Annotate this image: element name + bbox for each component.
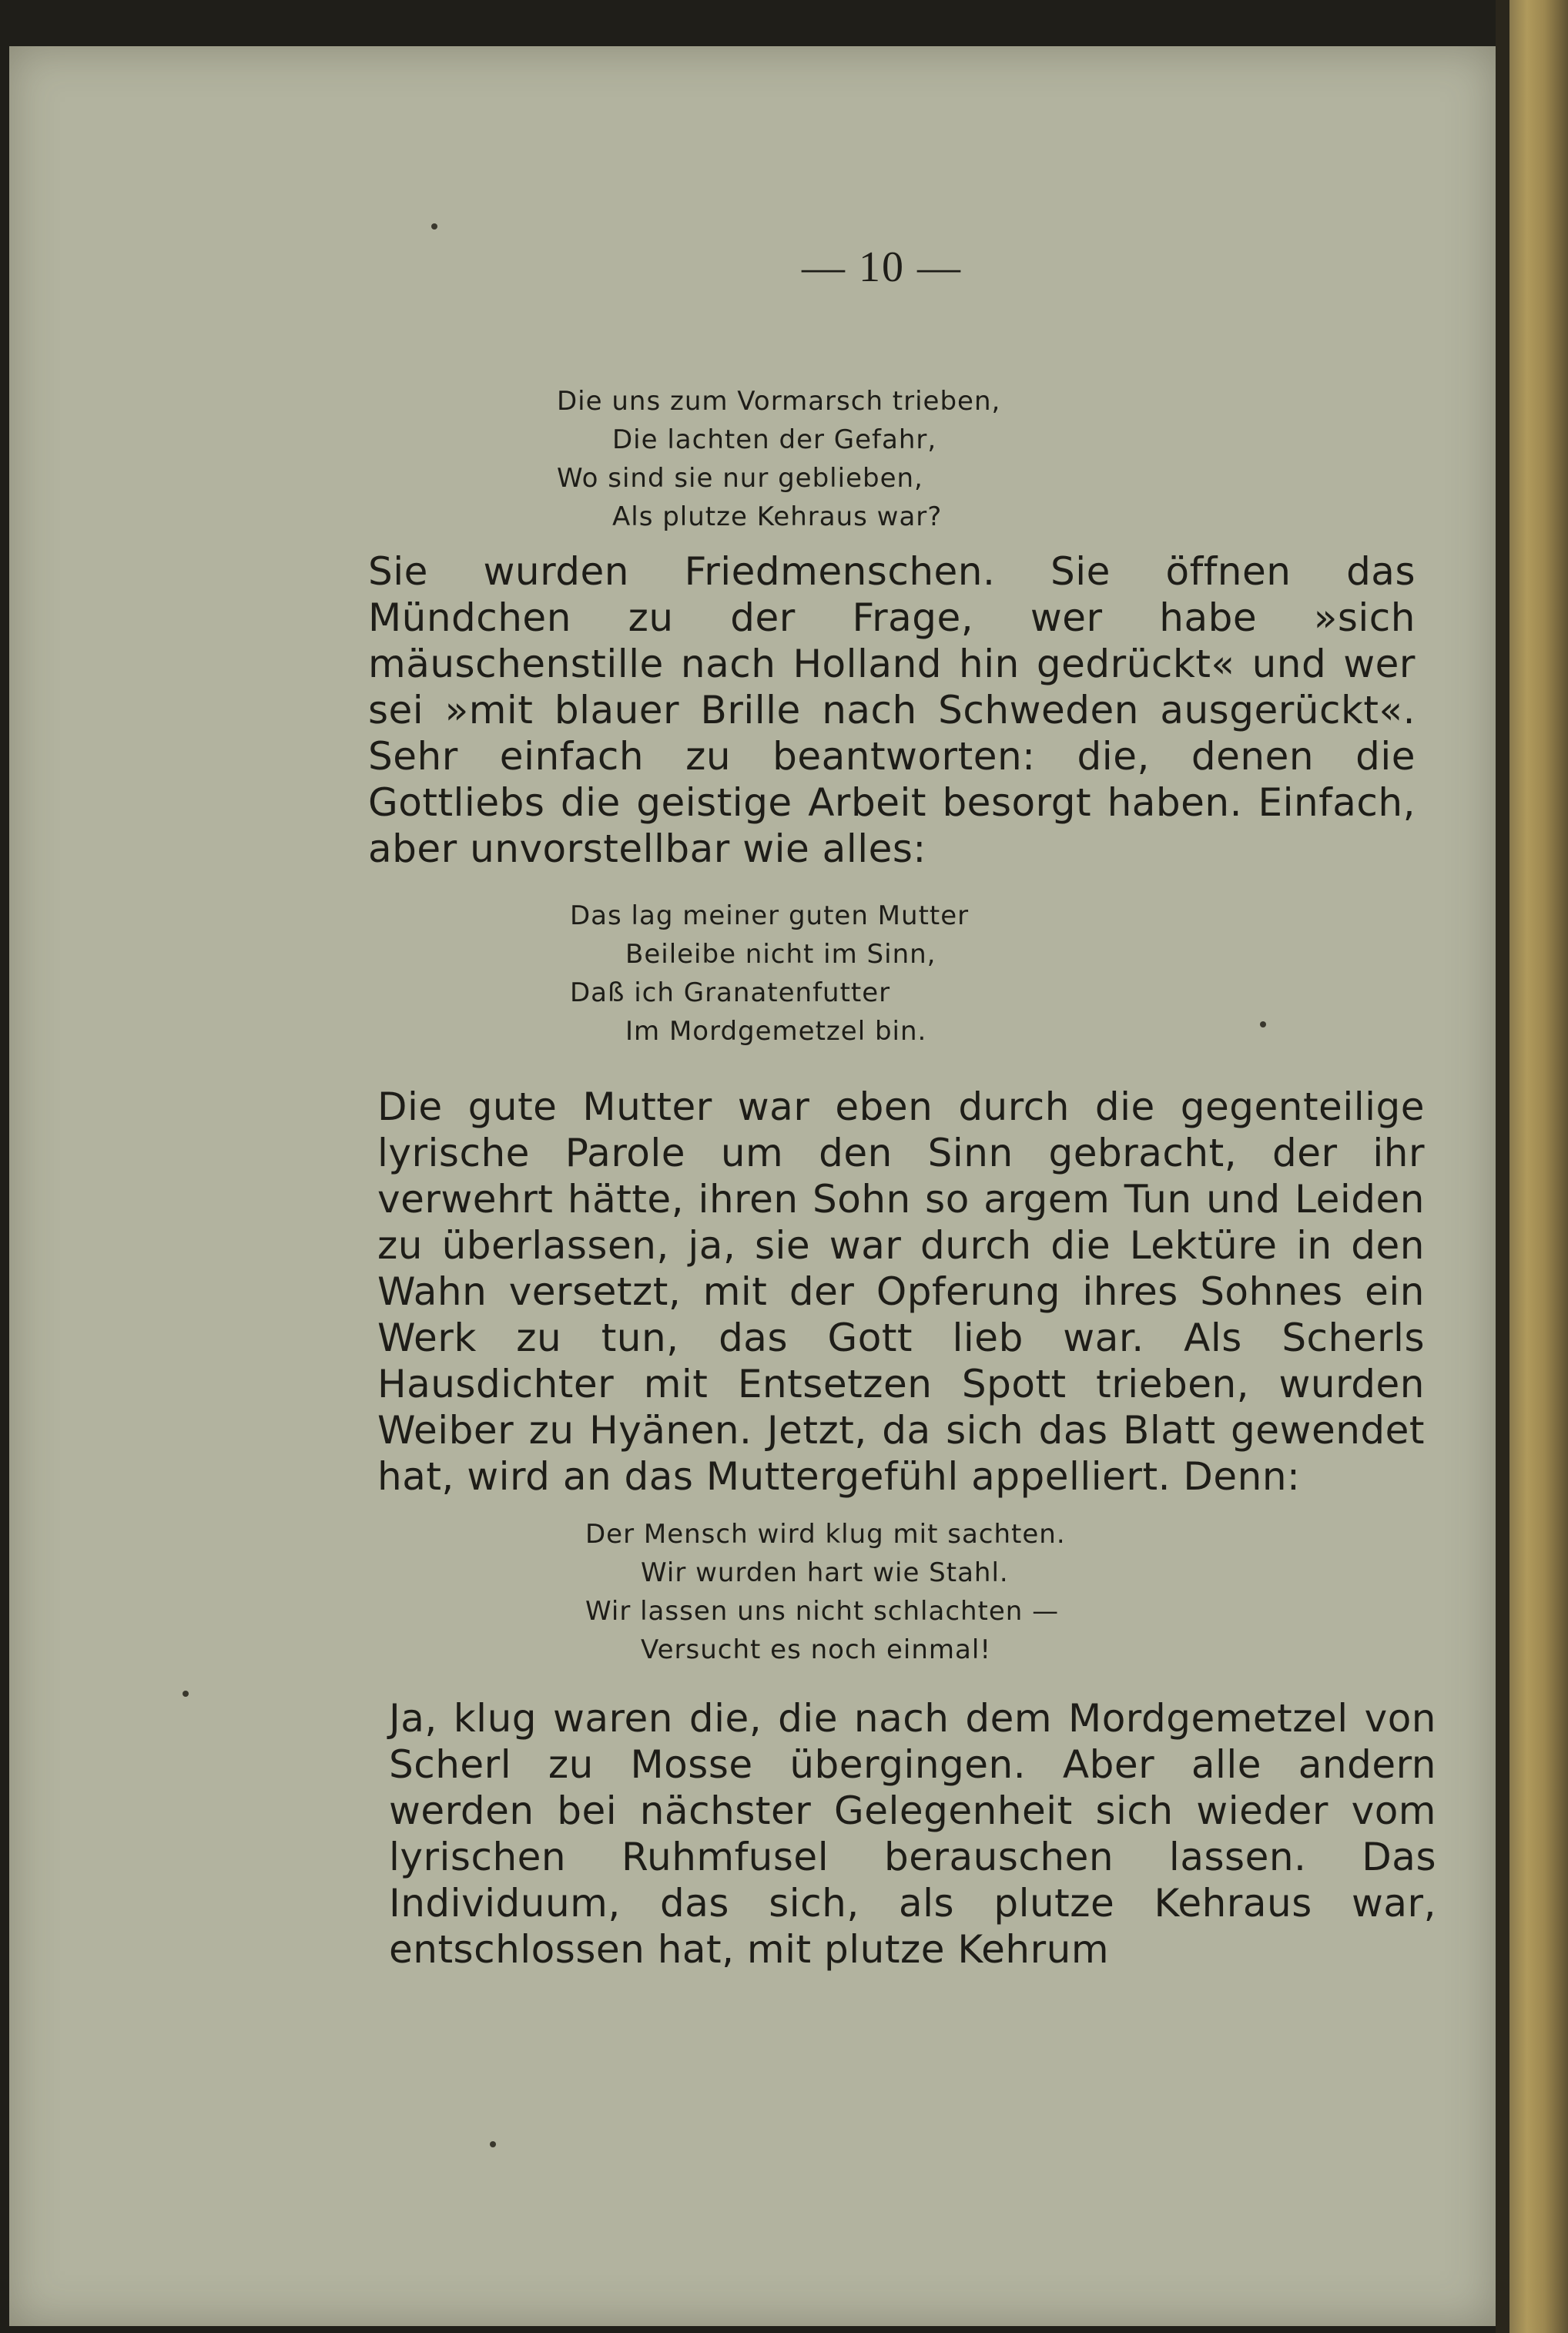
page-number: — 10 — [802,243,962,291]
paragraph-2: Die gute Mutter war eben durch die gegenteilige lyrische Parole um den Sinn gebracht, der ihr verwehrt hätte, ihren Sohn so argem Tun und Leiden zu überlassen, ja, sie war durch die Lektüre in den Wahn versetzt, mit der Opferung ihres Sohnes ein Werk zu tun, das Gott lieb war. Als Scherls Hausdichter mit Entsetzen Spott trieben, wurden Weiber zu Hyänen. Jetzt, da sich das Blatt gewendet hat, wird an das Muttergefühl appelliert. Denn: [377,1084,1425,1499]
verse-stanza-2 [570,897,969,1051]
verse-line: Im Mordgemetzel bin. [625,1016,927,1047]
verse-line: Als plutze Kehraus war? [612,501,943,532]
paper-speck [490,2141,496,2147]
verse-line: Die lachten der Gefahr, [612,424,937,455]
verse-stanza-1 [557,382,1000,536]
verse-line: Wir lassen uns nicht schlachten — [585,1596,1060,1627]
paper-speck [183,1691,189,1697]
verse-line: Wo sind sie nur geblieben, [557,463,923,494]
book-page-edge [1509,0,1568,2333]
paper-speck [1260,1021,1266,1027]
verse-line: Der Mensch wird klug mit sachten. [585,1519,1066,1550]
verse-line: Daß ich Granatenfutter [570,977,891,1008]
page-gutter-shadow [1496,0,1509,2333]
paragraph-3: Ja, klug waren die, die nach dem Mordgemetzel von Scherl zu Mosse übergingen. Aber alle andern werden bei nächster Gelegenheit sich wieder vom lyrischen Ruhmfusel berauschen lassen. Das Individuum, das sich, als plutze Kehraus war, entschlossen hat, mit plutze Kehrum [389,1696,1436,1972]
verse-line: Das lag meiner guten Mutter [570,900,970,931]
paper-speck [431,223,437,230]
verse-stanza-3 [585,1515,1066,1669]
verse-line: Wir wurden hart wie Stahl. [641,1557,1009,1588]
verse-line: Die uns zum Vormarsch trieben, [557,386,1001,417]
verse-line: Beileibe nicht im Sinn, [625,939,936,970]
paragraph-1: Sie wurden Friedmenschen. Sie öffnen das Mündchen zu der Frage, wer habe »sich mäuschenstille nach Holland hin gedrückt« und wer sei »mit blauer Brille nach Schweden ausgerückt«. Sehr einfach zu beantworten: die, denen die Gottliebs die geistige Arbeit besorgt haben. Einfach, aber unvorstellbar wie alles: [368,549,1416,871]
verse-line: Versucht es noch einmal! [641,1634,991,1665]
